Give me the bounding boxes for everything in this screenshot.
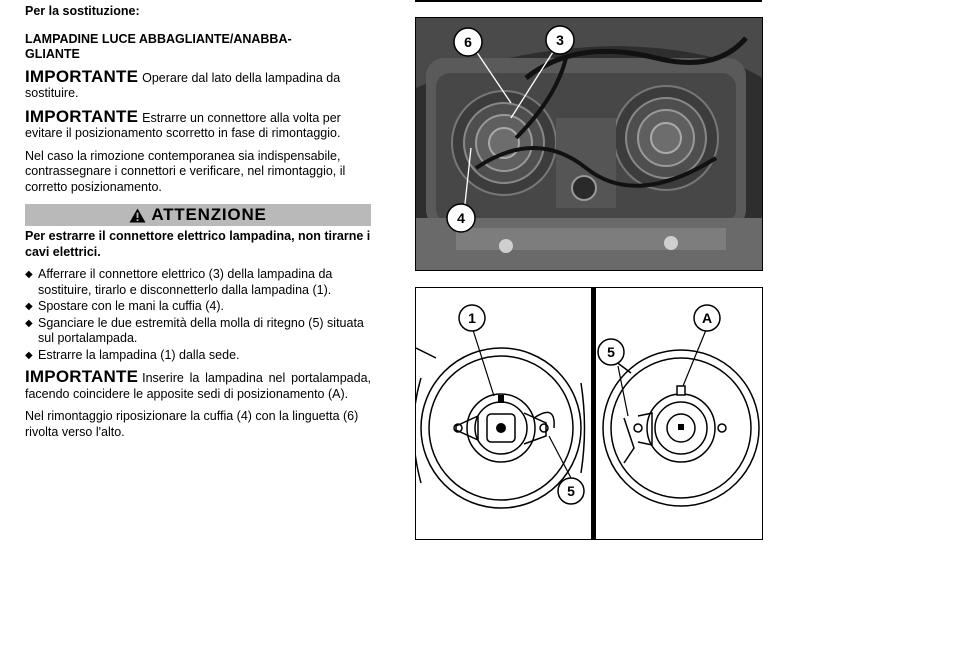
important-note-1: [25, 66, 371, 102]
lamp-holder-diagram: [415, 287, 763, 540]
paragraph-2: Nel rimontaggio riposizionare la cuffia (4) con la linguetta (6) rivolta verso l'alto.: [25, 409, 359, 439]
svg-text:5: 5: [607, 344, 615, 360]
warning-text: Per estrarre il connettore elettrico lampadina, non tirarne i cavi elettrici.: [25, 229, 371, 259]
callout-A: [694, 305, 720, 331]
top-rule: [415, 0, 762, 2]
svg-text:5: 5: [567, 483, 575, 499]
warning-triangle-icon: [129, 208, 146, 223]
list-item: ◆ Afferrare il connettore elettrico (3) della lampadina da sostituire, tirarlo e disconnetterlo dalla lampadina (1).: [25, 267, 333, 297]
important-note-3: [25, 369, 371, 402]
callout-3: [546, 26, 574, 54]
lamp-holder-illustration: [416, 288, 762, 539]
list-item: ◆ Estrarre la lampadina (1) dalla sede.: [25, 347, 240, 362]
svg-text:1: 1: [468, 310, 476, 326]
important-keyword: IMPORTANTE: [25, 106, 139, 126]
svg-text:6: 6: [464, 34, 472, 50]
headlight-housing-illustration: [416, 18, 762, 270]
subheading-line-1: LAMPADINE LUCE ABBAGLIANTE/ANABBA-: [25, 31, 292, 46]
subheading-line-2: GLIANTE: [25, 47, 80, 61]
diamond-bullet-icon: ◆: [25, 269, 33, 280]
paragraph-1: Nel caso la rimozione contemporanea sia indispensabile, contrassegnare i connettori e verificare, nel rimontaggio, il corretto posizionamento.: [25, 148, 346, 194]
section-heading: Per la sostituzione:: [25, 4, 140, 18]
text-column: [25, 4, 371, 449]
diamond-bullet-icon: ◆: [25, 317, 33, 329]
svg-text:3: 3: [556, 32, 564, 48]
warning-bar: [25, 204, 371, 226]
important-keyword: IMPORTANTE: [25, 66, 139, 86]
subheading: [25, 32, 371, 63]
important-text-1: Operare dal lato della lampadina da sostituire.: [25, 70, 341, 100]
headlight-housing-photo: [415, 17, 763, 271]
svg-text:4: 4: [457, 210, 465, 226]
callout-6: [454, 28, 482, 56]
list-item: ◆ Sganciare le due estremità della molla di ritegno (5) situata sul portalampada.: [25, 315, 364, 345]
diamond-bullet-icon: ◆: [25, 301, 33, 312]
callout-5-left: [558, 478, 584, 504]
warning-title: ATTENZIONE: [151, 205, 267, 225]
diamond-bullet-icon: ◆: [25, 349, 33, 361]
panel-divider: [591, 288, 596, 539]
important-keyword: IMPORTANTE: [25, 367, 139, 386]
list-item: ◆ Spostare con le mani la cuffia (4).: [25, 299, 224, 313]
steps-list: [25, 267, 371, 363]
important-note-2: [25, 106, 371, 142]
important-text-3: Inserire la lampadina nel portalampada, facendo coincidere le apposite sedi di posizionamento (A).: [25, 371, 371, 401]
svg-text:A: A: [701, 310, 713, 326]
callout-4: [447, 204, 475, 232]
important-text-2: Estrarre un connettore alla volta per evitare il posizionamento scorretto in fase di rimontaggio.: [25, 110, 341, 140]
callout-5-right: [598, 339, 624, 365]
callout-1: [459, 305, 485, 331]
